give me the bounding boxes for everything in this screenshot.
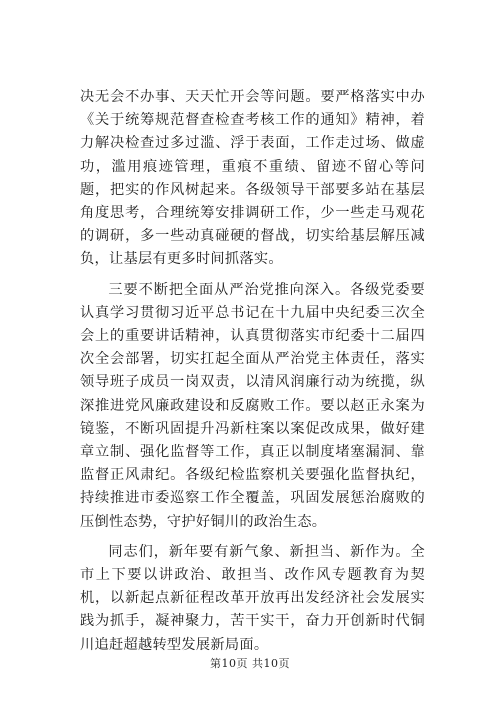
page-number-footer: 第10页 共10页 <box>210 657 290 670</box>
paragraph-closing: 同志们，新年要有新气象、新担当、新作为。全市上下要以讲政治、敢担当、改作风专题教育为契机，以新起点新征程改革开放再出发经济社会发展实践为抓手，凝神聚力，苦干实干，奋力开创新时代铜川追赶超越转型发展新局面。 <box>80 543 425 653</box>
document-body <box>80 86 425 657</box>
paragraph-gap <box>80 272 425 279</box>
paragraph-continuation: 决无会不办事、天天忙开会等问题。要严格落实中办《关于统筹规范督查检查考核工作的通知》精神，着力解决检查过多过滥、浮于表面，工作走过场、做虚功，滥用痕迹管理，重痕不重绩、留迹不留心等问题，把实的作风树起来。各级领导干部要多站在基层角度思考，合理统筹安排调研工作，少一些走马观花的调研，多一些动真碰硬的督战，切实给基层解压减负，让基层有更多时间抓落实。 <box>80 89 425 268</box>
paragraph-gap <box>80 534 425 541</box>
paragraph-party-governance: 三要不断把全面从严治党推向深入。各级党委要认真学习贯彻习近平总书记在十九届中央纪委三次全会上的重要讲话精神，认真贯彻落实市纪委十二届四次全会部署，切实扛起全面从严治党主体责任，落实领导班子成员一岗双责，以清风润廉行动为统揽，纵深推进党风廉政建设和反腐败工作。要以赵正永案为镜鉴，不断巩固提升冯新柱案以案促改成果，做好建章立制、强化监督等工作，真正以制度堵塞漏洞、靠监督正风肃纪。各级纪检监察机关要强化监督执纪，持续推进市委巡察工作全覆盖，巩固发展惩治腐败的压倒性态势，守护好铜川的政治生态。 <box>80 281 425 530</box>
